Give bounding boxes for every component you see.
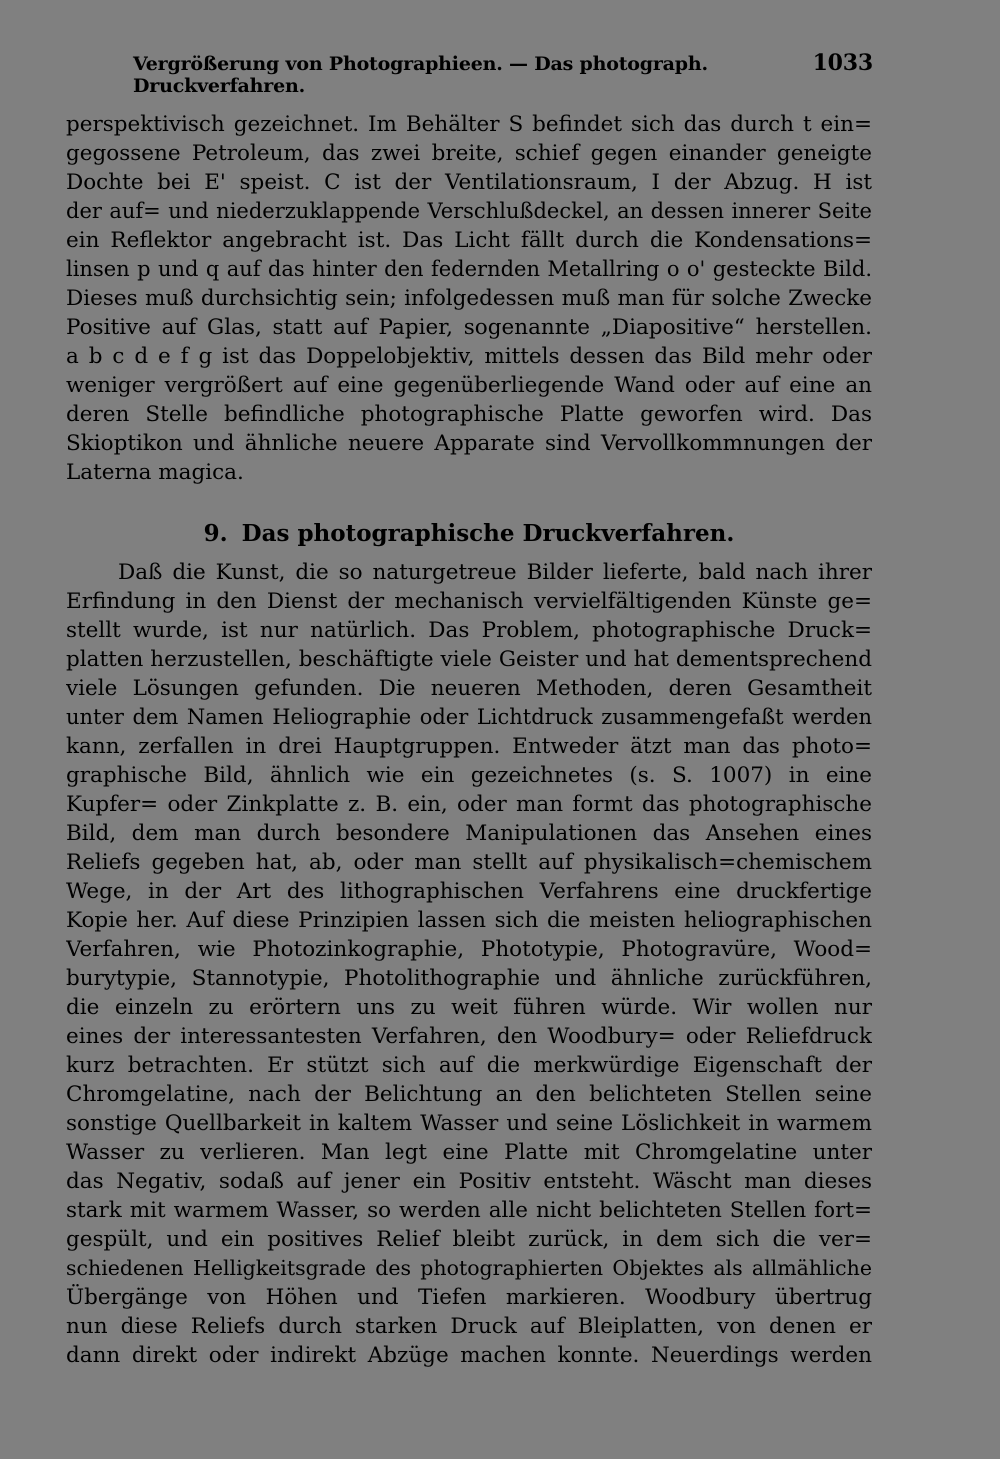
- text-line: kurz betrachten. Er stützt sich auf die merkwürdige Eigenschaft der: [66, 1053, 872, 1078]
- text-line: Wasser zu verlieren. Man legt eine Platte mit Chromgelatine unter: [66, 1140, 872, 1165]
- text-line: deren Stelle befindliche photographische Platte geworfen wird. Das: [66, 402, 872, 427]
- section-number: 9.: [203, 520, 228, 547]
- text-line: Laterna magica.: [66, 460, 244, 485]
- text-line: Übergänge von Höhen und Tiefen markieren. Woodbury übertrug: [66, 1285, 872, 1310]
- text-line: linsen p und q auf das hinter den federnden Metallring o o' gesteckte Bild.: [66, 257, 872, 281]
- text-line: Kupfer= oder Zinkplatte z. B. ein, oder man formt das photographische: [66, 792, 872, 817]
- text-line: a b c d e f g ist das Doppelobjektiv, mittels dessen das Bild mehr oder: [66, 344, 872, 369]
- text-line: gespült, und ein positives Relief bleibt zurück, in dem sich die ver=: [66, 1227, 872, 1252]
- text-line: Dochte bei E' speist. C ist der Ventilationsraum, I der Abzug. H ist: [66, 170, 872, 195]
- text-line: perspektivisch gezeichnet. Im Behälter S befindet sich das durch t ein=: [66, 112, 872, 137]
- text-line: das Negativ, sodaß auf jener ein Positiv entsteht. Wäscht man dieses: [66, 1169, 872, 1194]
- text-line: Bild, dem man durch besondere Manipulationen das Ansehen eines: [66, 821, 872, 846]
- running-head: [133, 50, 873, 97]
- text-line: ein Reflektor angebracht ist. Das Licht fällt durch die Kondensations=: [66, 228, 872, 253]
- text-line: Reliefs gegeben hat, ab, oder man stellt auf physikalisch=chemischem: [66, 850, 872, 875]
- section-title: Das photographische Druckverfahren.: [241, 520, 735, 547]
- text-line: Dieses muß durchsichtig sein; infolgedessen muß man für solche Zwecke: [66, 286, 872, 311]
- running-title: Vergrößerung von Photographieen. — Das photograph. Druckverfahren.: [133, 53, 708, 97]
- text-line: Wege, in der Art des lithographischen Verfahrens eine druckfertige: [66, 879, 872, 904]
- text-line: Positive auf Glas, statt auf Papier, sogenannte „Diapositive“ herstellen.: [66, 315, 872, 340]
- text-line: der auf= und niederzuklappende Verschlußdeckel, an dessen innerer Seite: [66, 199, 872, 223]
- text-line: gegossene Petroleum, das zwei breite, schief gegen einander geneigte: [66, 141, 872, 166]
- paragraph-main: [66, 558, 872, 1370]
- text-line: dann direkt oder indirekt Abzüge machen konnte. Neuerdings werden: [66, 1343, 872, 1368]
- text-line: eines der interessantesten Verfahren, den Woodbury= oder Reliefdruck: [66, 1024, 872, 1049]
- text-line: Daß die Kunst, die so naturgetreue Bilder lieferte, bald nach ihrer: [118, 560, 872, 585]
- text-line: stellt wurde, ist nur natürlich. Das Problem, photographische Druck=: [66, 618, 872, 643]
- page-number: 1033: [812, 50, 873, 76]
- text-line: Kopie her. Auf diese Prinzipien lassen sich die meisten heliographischen: [66, 908, 872, 933]
- text-line: schiedenen Helligkeitsgrade des photographierten Objektes als allmähliche: [66, 1256, 872, 1280]
- text-line: stark mit warmem Wasser, so werden alle nicht belichteten Stellen fort=: [66, 1198, 872, 1223]
- text-line: Skioptikon und ähnliche neuere Apparate sind Vervollkommnungen der: [66, 431, 872, 456]
- text-line: viele Lösungen gefunden. Die neueren Methoden, deren Gesamtheit: [66, 676, 872, 701]
- text-line: Verfahren, wie Photozinkographie, Phototypie, Photogravüre, Wood=: [66, 937, 872, 962]
- text-line: graphische Bild, ähnlich wie ein gezeichnetes (s. S. 1007) in eine: [66, 763, 872, 788]
- text-line: Chromgelatine, nach der Belichtung an den belichteten Stellen seine: [66, 1082, 872, 1107]
- text-line: Erfindung in den Dienst der mechanisch vervielfältigenden Künste ge=: [66, 589, 872, 614]
- text-line: weniger vergrößert auf eine gegenüberliegende Wand oder auf eine an: [66, 373, 872, 398]
- paragraph-top: [66, 110, 872, 487]
- text-line: platten herzustellen, beschäftigte viele Geister und hat dementsprechend: [66, 647, 872, 672]
- text-line: unter dem Namen Heliographie oder Lichtdruck zusammengefaßt werden: [66, 705, 872, 729]
- text-line: kann, zerfallen in drei Hauptgruppen. Entweder ätzt man das photo=: [66, 734, 872, 759]
- text-line: die einzeln zu erörtern uns zu weit führen würde. Wir wollen nur: [66, 995, 872, 1020]
- text-line: burytypie, Stannotypie, Photolithographie und ähnliche zurückführen,: [66, 966, 872, 991]
- text-line: nun diese Reliefs durch starken Druck auf Bleiplatten, von denen er: [66, 1314, 872, 1339]
- section-heading: [66, 516, 872, 552]
- text-line: sonstige Quellbarkeit in kaltem Wasser und seine Löslichkeit in warmem: [66, 1111, 872, 1136]
